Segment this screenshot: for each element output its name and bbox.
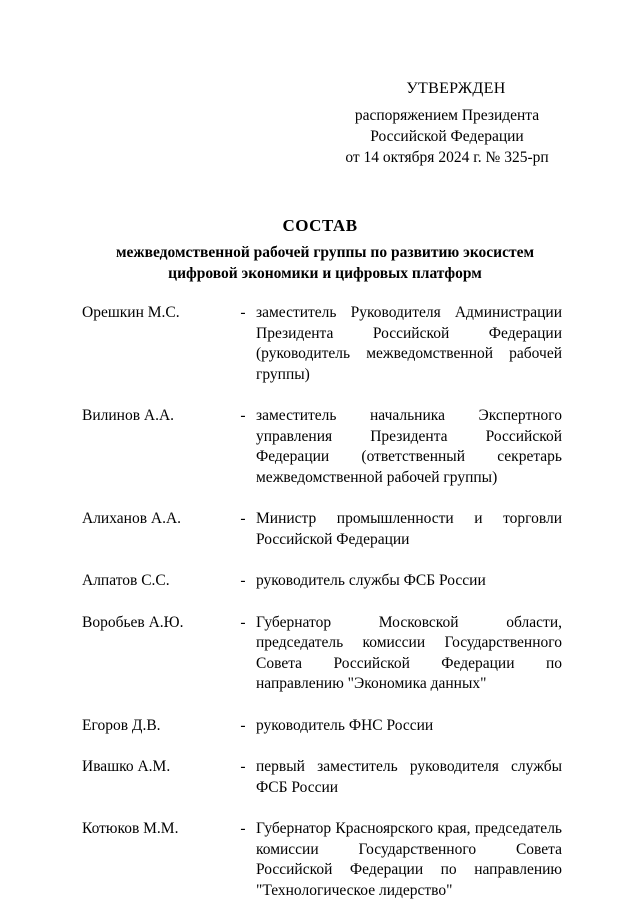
member-dash: - <box>240 716 246 734</box>
member-name: Ивашко А.М. <box>82 758 171 775</box>
member-name: Воробьев А.Ю. <box>82 613 184 631</box>
members-list <box>82 303 562 901</box>
member-dash: - <box>240 613 246 631</box>
member-dash: - <box>240 820 246 837</box>
member-dash: - <box>240 304 246 321</box>
approval-line-date-number: от 14 октября 2024 г. № 325-рп <box>345 149 549 166</box>
member-row <box>82 716 562 737</box>
member-row <box>82 509 562 550</box>
member-role: заместитель Руководителя Администрации Президента Российской Федерации (руководитель межведомственной рабочей группы) <box>256 304 562 383</box>
document-subtitle: межведомственной рабочей группы по развитию экосистем цифровой экономики и цифровых платформ <box>115 244 535 282</box>
member-row <box>82 613 562 695</box>
member-name: Вилинов А.А. <box>82 407 175 424</box>
member-role: руководитель службы ФСБ России <box>256 572 486 589</box>
member-dash: - <box>240 510 246 527</box>
member-role: Министр промышленности и торговли Российской Федерации <box>256 510 562 548</box>
member-name: Котюков М.М. <box>82 820 179 837</box>
member-row <box>82 757 562 798</box>
approval-line-federation: Российской Федерации <box>370 128 524 145</box>
member-dash: - <box>240 572 246 589</box>
member-row <box>82 819 562 901</box>
member-role: Губернатор Московской области, председатель комиссии Государственного Совета Российской Федерации по направлению "Экономика данных" <box>256 613 562 692</box>
member-name: Орешкин М.С. <box>82 304 180 321</box>
member-name: Егоров Д.В. <box>82 716 161 734</box>
member-role: первый заместитель руководителя службы ФСБ России <box>256 758 562 796</box>
member-dash: - <box>240 407 246 424</box>
approval-line-decree: распоряжением Президента <box>354 107 540 124</box>
member-role: Губернатор Красноярского края, председатель комиссии Государственного Совета Российской Федерации по направлению "Технологическое лидерство" <box>256 820 562 899</box>
member-role: руководитель ФНС России <box>256 716 434 734</box>
member-dash: - <box>240 758 246 775</box>
member-row <box>82 571 562 592</box>
document-title: СОСТАВ <box>282 216 358 235</box>
member-name: Алпатов С.С. <box>82 572 170 589</box>
approval-block <box>332 78 562 168</box>
member-row <box>82 303 562 385</box>
approval-title: УТВЕРЖДЕН <box>406 80 506 97</box>
member-row <box>82 406 562 488</box>
member-name: Алиханов А.А. <box>82 510 182 527</box>
member-role: заместитель начальника Экспертного управления Президента Российской Федерации (ответственный секретарь межведомственной рабочей группы) <box>256 407 562 486</box>
